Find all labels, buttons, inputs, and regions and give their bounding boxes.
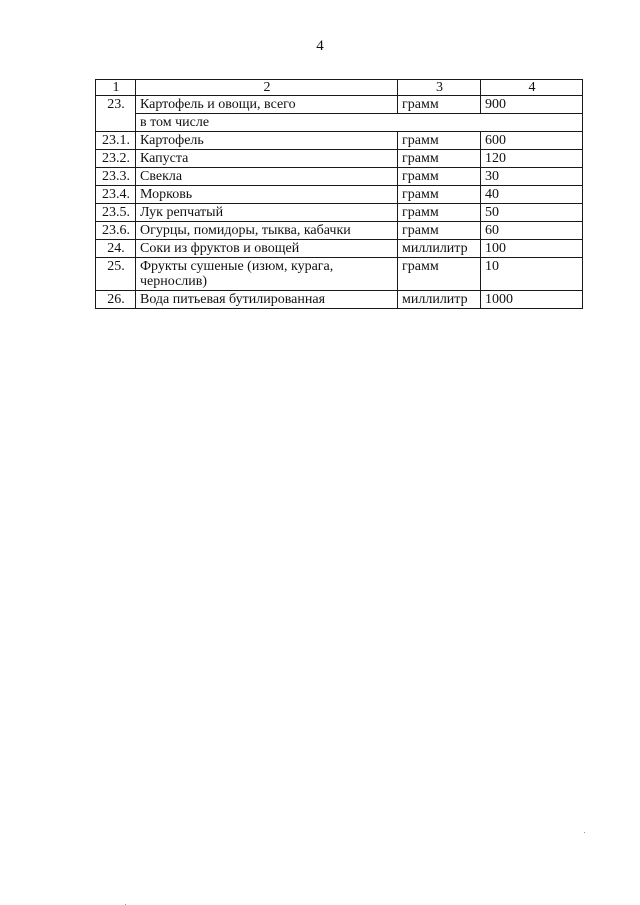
- row-number: 23.4.: [96, 186, 136, 204]
- table-row: [96, 258, 583, 291]
- row-number: 23.3.: [96, 168, 136, 186]
- table-row: [96, 204, 583, 222]
- row-value: 1000: [481, 291, 583, 309]
- row-number: 23.1.: [96, 132, 136, 150]
- row-unit: грамм: [398, 150, 481, 168]
- column-header-name: 2: [136, 80, 398, 96]
- row-name: Морковь: [136, 186, 398, 204]
- row-name: Соки из фруктов и овощей: [136, 240, 398, 258]
- row-number: 23.5.: [96, 204, 136, 222]
- row-value: 900: [481, 96, 583, 114]
- row-value: 600: [481, 132, 583, 150]
- table-row: [96, 96, 583, 114]
- row-name: Фрукты сушеные (изюм, курага, чернослив): [136, 258, 398, 291]
- row-name: Картофель: [136, 132, 398, 150]
- row-unit: грамм: [398, 186, 481, 204]
- table-header-row: [96, 80, 583, 96]
- row-number: [96, 114, 136, 132]
- row-unit: грамм: [398, 132, 481, 150]
- row-value: 10: [481, 258, 583, 291]
- row-name: Огурцы, помидоры, тыква, кабачки: [136, 222, 398, 240]
- table-row: [96, 240, 583, 258]
- page-number: 4: [316, 38, 324, 54]
- table-row: [96, 150, 583, 168]
- row-value: 100: [481, 240, 583, 258]
- row-unit: грамм: [398, 168, 481, 186]
- row-name: Вода питьевая бутилированная: [136, 291, 398, 309]
- scan-speck: [584, 832, 585, 833]
- row-name: Картофель и овощи, всего: [136, 96, 398, 114]
- row-number: 23.6.: [96, 222, 136, 240]
- row-number: 24.: [96, 240, 136, 258]
- row-name: Свекла: [136, 168, 398, 186]
- row-value: 60: [481, 222, 583, 240]
- row-unit: грамм: [398, 204, 481, 222]
- row-unit: миллилитр: [398, 291, 481, 309]
- row-unit: грамм: [398, 222, 481, 240]
- row-value: 120: [481, 150, 583, 168]
- norms-table: [95, 79, 583, 309]
- row-unit: грамм: [398, 258, 481, 291]
- row-name: Лук репчатый: [136, 204, 398, 222]
- row-name: Капуста: [136, 150, 398, 168]
- row-value: 40: [481, 186, 583, 204]
- column-header-number: 1: [96, 80, 136, 96]
- row-number: 25.: [96, 258, 136, 291]
- column-header-unit: 3: [398, 80, 481, 96]
- table-row: [96, 186, 583, 204]
- row-value: 30: [481, 168, 583, 186]
- table-row: [96, 168, 583, 186]
- row-number: 23.2.: [96, 150, 136, 168]
- row-value: 50: [481, 204, 583, 222]
- row-number: 26.: [96, 291, 136, 309]
- table-row: [96, 222, 583, 240]
- row-subheading: в том числе: [136, 114, 583, 132]
- row-unit: миллилитр: [398, 240, 481, 258]
- row-number: 23.: [96, 96, 136, 114]
- row-unit: грамм: [398, 96, 481, 114]
- table-row: [96, 132, 583, 150]
- table-row: [96, 114, 583, 132]
- column-header-value: 4: [481, 80, 583, 96]
- table-row: [96, 291, 583, 309]
